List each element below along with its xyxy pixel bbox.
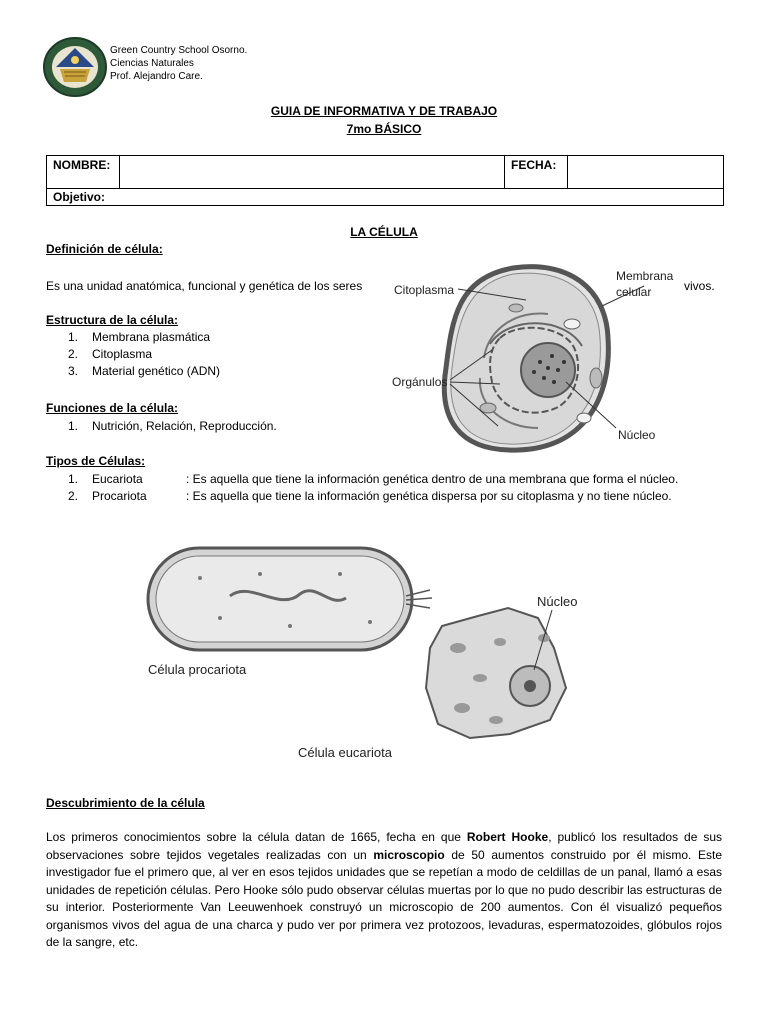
label-nucleo: Núcleo bbox=[618, 428, 656, 442]
definition-text: Es una unidad anatómica, funcional y genética de los seres bbox=[46, 279, 363, 293]
grade-title: 7mo BÁSICO bbox=[346, 122, 422, 136]
functions-heading: Funciones de la célula: bbox=[46, 401, 179, 415]
student-form bbox=[46, 155, 724, 206]
discovery-paragraph: Los primeros conocimientos sobre la célula datan de 1665, fecha en que Robert Hooke, publicó los resultados de sus observaciones sobre tejidos vegetales realizadas con un microscopio de 50 aumentos construido por él mismo. Este investigador fue el primero que, al ver en esos tejidos unidades que se repetían a modo de celdillas de un panal, llamó a esas unidades de repetición células. Pero Hooke sólo pudo observar células muertas por lo que no pudo describir las estructuras de su interior. Posteriormente Van Leeuwenhoek construyó un microscopio de 200 aumentos. Con él visualizó pequeños organismos vivos del agua de una charca y pudo ver por primera vez protozoos, levaduras, espermatozoides, glóbulos rojos de la sangre, etc. bbox=[46, 830, 722, 949]
discovery-heading: Descubrimiento de la célula bbox=[46, 796, 205, 810]
guide-title: GUIA DE INFORMATIVA Y DE TRABAJO bbox=[270, 104, 498, 118]
list-item: 2. Citoplasma bbox=[68, 347, 153, 361]
list-item: 3. Material genético (ADN) bbox=[68, 364, 221, 378]
school-logo bbox=[42, 36, 108, 98]
name-label: NOMBRE: bbox=[47, 156, 120, 189]
functions-list bbox=[46, 419, 277, 436]
cell-diagram bbox=[388, 258, 688, 458]
structure-list bbox=[46, 330, 220, 381]
section-title: LA CÉLULA bbox=[350, 225, 418, 239]
name-field[interactable] bbox=[120, 156, 505, 189]
subject-name: Ciencias Naturales bbox=[110, 58, 194, 69]
label-nucleo-2: Núcleo bbox=[537, 594, 578, 609]
definition-heading: Definición de célula: bbox=[46, 242, 163, 256]
label-citoplasma: Citoplasma bbox=[394, 283, 455, 297]
label-membrana-1: Membrana bbox=[616, 269, 674, 283]
structure-heading: Estructura de la célula: bbox=[46, 313, 179, 327]
label-eucariota: Célula eucariota bbox=[298, 745, 392, 760]
types-heading: Tipos de Células: bbox=[46, 454, 146, 468]
list-item: 1. Membrana plasmática bbox=[68, 330, 211, 344]
date-field[interactable] bbox=[568, 156, 724, 189]
school-name: Green Country School Osorno. bbox=[110, 45, 248, 56]
label-procariota: Célula procariota bbox=[148, 662, 247, 677]
date-label: FECHA: bbox=[505, 156, 568, 189]
list-item: 1. Nutrición, Relación, Reproducción. bbox=[68, 419, 277, 433]
label-organulos: Orgánulos bbox=[392, 375, 448, 389]
cell-types-diagram bbox=[140, 538, 600, 768]
teacher-name: Prof. Alejandro Care. bbox=[110, 71, 203, 82]
objective-field[interactable] bbox=[47, 189, 724, 206]
label-membrana-2: celular bbox=[616, 285, 652, 299]
definition-text-end: vivos. bbox=[684, 279, 715, 293]
objective-label: Objetivo: bbox=[53, 190, 106, 204]
